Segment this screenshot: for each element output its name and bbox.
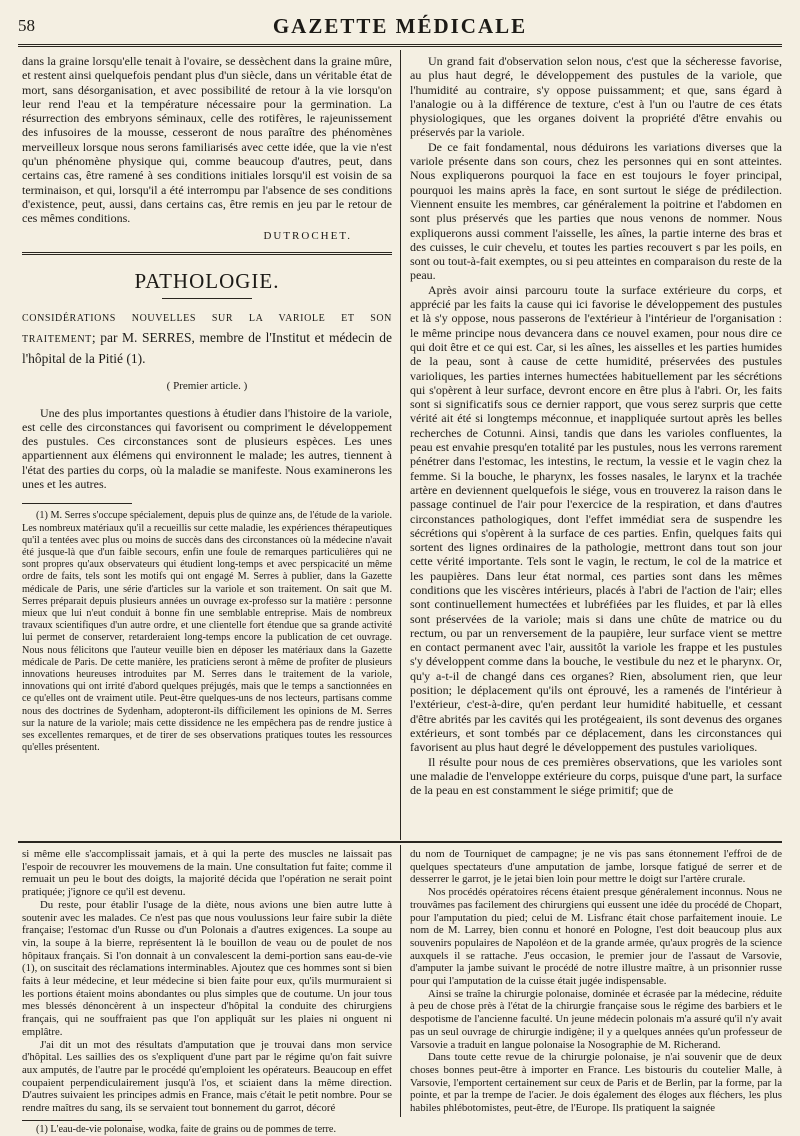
paragraph: Ainsi se traîne la chirurgie polonaise, dominée et écrasée par la médecine, réduite à peu de chose près à l'état de la chirurgie française sous le régime des barbiers et le despotisme de l'ancienne faculté. Un jeune médecin polonais m'a assuré qu'il n'y avait pas un seul ouvrage de chirurgie indigène; il y a quelques années qu'un professeur de Varsovie a traduit en langue polonaise la Nosographie de M. Richerand. [410, 987, 782, 1051]
journal-title: GAZETTE MÉDICALE [272, 14, 528, 38]
header-rule [18, 44, 782, 47]
section-rule [22, 252, 392, 255]
paragraph: Dans toute cette revue de la chirurgie polonaise, je n'ai souvenir que de deux choses bonnes peut-être à importer en France. Les bistouris du coutelier Malle, à Varsovie, l'emportent certainement sur ceux de Paris et de Berlin, par la forme, par la pointe, et par la trempe de l'acier. Je dois également des éloges aux fléchers, les plus habiles phlébotomistes, peut-être, de l'Europe. Ils pratiquent la saignée [410, 1051, 782, 1115]
article-title [22, 307, 392, 368]
left-column [22, 54, 392, 836]
footnote-rule [22, 1120, 132, 1121]
bottom-section-rule [18, 841, 782, 843]
bottom-right-column [410, 848, 782, 1120]
article-title-caps: CONSIDÉRATIONS NOUVELLES SUR LA VARIOLE ET SON TRAITEMENT [22, 312, 392, 345]
column-divider [400, 50, 401, 840]
footnote: (1) L'eau-de-vie polonaise, wodka, faite de grains ou de pommes de terre. [36, 1123, 336, 1135]
article-title-rest: ; par M. SERRES, membre de l'Institut et médecin de l'hôpital de la Pitié (1). [22, 329, 392, 366]
paragraph: Nos procédés opératoires récens étaient presque généralement inconnus. Nous ne trouvâmes pas facilement des chirurgiens qui eussent une idée du procédé de Chopart, pour l'amputation du pied; celui de M. Lisfranc était chose parfaitement inouie. Le nom de M. Larrey, bien connu et honoré en Pologne, l'est doit beaucoup plus aux souvenirs populaires de Napoléon et de la grande armée, qu'aux progrès de la science auxquels il se rattache. J'eus occasion, le premier jour de l'assaut de Varsovie, d'amputer la jambe suivant le procédé de notre illustre maître, à un prisonnier russe pour qui l'amputation de la cuisse était jugée indispensable. [410, 886, 782, 988]
footnote: (1) M. Serres s'occupe spécialement, depuis plus de quinze ans, de l'étude de la variole. Les nombreux matériaux qu'il a recueillis sur cette maladie, les expériences thérapeutiques qu'il a tentées avec plus ou moins de succès dans des circonstances où la médecine n'avait été jusque-là que d'un faible secours, enfin une foule de remarques particulières qui ne sont propres qu'aux observateurs qui étudient long-temps et avec perspicacité un même ordre de faits, tels sont les motifs qui ont engagé M. Serres à publier, dans la Gazette médicale de Paris, une série d'articles sur la variole et son traitement. On sait que M. Serres préparait depuis plusieurs années un ouvrage ex-professo sur la matière : personne mieux que lui n'eut conduit à bonne fin une semblable entreprise. Mais de nombreux travaux scientifiques d'un autre ordre, et une clientelle fort étendue que sa grande activité lui permet de conserver, retarderaient long-temps encore la publication de cet ouvrage. Nous nous félicitons que l'auteur veuille bien en déposer les matériaux dans la Gazette médicale de Paris. De cette manière, les praticiens seront à même de profiter de plusieurs innovations heureuses introduites par M. Serres dans le traitement de la variole, innovations qui ont irrité d'abord quelques préjugés, mais que le temps a sanctionnées en ce qu'elles ont de vraiment utile. Peut-être quelques-uns de nos lecteurs, partisans comme nous des doctrines de Sydenham, adopteront-ils difficilement les opinions de M. Serres sur la nature de la variole; mais cette dissidence ne les empêchera pas de rendre justice à ses excellentes remarques, et de tirer de ses observations pratiques toutes les ressources qu'elles présentent. [22, 510, 392, 754]
paragraph: J'ai dit un mot des résultats d'amputation que je trouvai dans mon service d'hôpital. Les saillies des os s'expliquent d'une part par le régime qu'on fait suivre aux amputés, de l'autre par le procédé qu'emploient les opérateurs. Beaucoup en effet coupaient perpendiculairement jusqu'à l'os, et sciaient dans la même direction. D'autres suivaient les principes admis en France, mais c'était le petit nombre. Pour se rendre maîtres du sang, ils se servaient tout bonnement du garrot, décoré [22, 1038, 392, 1115]
paragraph: Il résulte pour nous de ces premières observations, que les varioles sont une maladie de l'enveloppe extérieure du corps, puisque d'une part, la surface de la peau en est constamment le siége primitif; que de [410, 754, 782, 798]
author-signature: DUTROCHET. [263, 229, 352, 242]
bottom-left-column [22, 848, 392, 1135]
paragraph: De ce fait fondamental, nous déduirons les variations diverses que la variole présente dans son cours, chez les personnes qui en sont atteintes. Nous expliquerons pourquoi la face en est toujours le foyer principal, pourquoi les mains après la face, en sont surtout le siége de prédilection. Viennent ensuite les membres, car généralement la poitrine et l'abdomen en sont plus préservés que les parties que nous venons de nommer. Nous expliquerons aussi comment l'aisselle, les aînes, la partie interne des bras et des cuisses, le cuir chevelu, et toutes les parties recouvert s par les poils, en sont ou tout-à-fait exemptes, ou si peu atteintes en comparaison du reste de la peau. [410, 139, 782, 283]
bottom-column-divider [400, 845, 401, 1117]
short-rule [162, 298, 252, 299]
paragraph: dans la graine lorsqu'elle tenait à l'ovaire, se dessèchent dans la graine mûre, et restent ainsi quelquefois pendant plus d'un siècle, dans un véritable état de mort, sans désorganisation, et avec possibilité de retour à la vie lorsqu'on leur rend l'eau et la température nécessaire pour la germination. La résurrection des embryons séminaux, celle des rotifères, le rajeunissement des infusoires de la mousse, cesseront de nous paraître des phénomènes merveilleux lorsque nous serons familiarisés avec cette idée, que la vie n'est qu'un phénomène physique qui, comme beaucoup d'autres, peut, dans certains cas, être ramené à ses conditions initiales lorsqu'il est voisin de sa terminaison, et qui, lorsqu'il a été interrompu par l'absence de ses conditions d'existence, peut, aussi, dans certains cas, être remis en jeu par le retour de ces mêmes conditions. [22, 54, 392, 226]
paragraph: Une des plus importantes questions à étudier dans l'histoire de la variole, est celle des circonstances qui favorisent ou compriment le développement des pustules. Ces circonstances sont de plusieurs espèces. Les unes appartiennent aux élémens qui environnent le malade; les autres, tiennent à l'état des parties du corps, où la maladie se manifeste. Nous examinerons les unes et les autres. [22, 405, 392, 492]
paragraph: si même elle s'accomplissait jamais, et à qui la perte des muscles ne laissait pas l'espoir de recouvrer les mouvemens de la main. Une consultation fut faite; comme il remuait un peu le bout des doigts, la majorité décida que l'opération ne serait point pratiquée; j'ignore ce qu'il est devenu. [22, 848, 392, 899]
paragraph: Un grand fait d'observation selon nous, c'est que la sécheresse favorise, au plus haut degré, le développement des pustules de la variole, que l'humidité au contraire, s'y oppose puissamment; et que, sans égard à l'analogie ou à la différence de texture, c'est à l'un ou l'autre de ces états physiologiques, que les organes doivent la propriété d'être envahis ou préservés par la variole. [410, 54, 782, 140]
paragraph: Du reste, pour établir l'usage de la diète, nous avions une bien autre lutte à soutenir avec les malades. Ce n'est pas que nous voulussions leur faire subir la diète française; l'estomac d'un Russe ou d'un Polonais a d'autres exigences. La soupe au vin, la soupe à la bierre, représentent là le bouillon de veau ou de poulet de nos hôpitaux français. Si l'on donnait à un convalescent la demi-portion sans eau-de-vie (1), on suscitait des réclamations interminables. Ajoutez que ces hommes sont si bien faits à leur médecine, et leur médecine si bien faite pour eux, qu'ils murmuraient si les portions étaient moins abondantes ou plus simples que de coutume. Un jour tous mes blessés dénoncèrent à un inspecteur d'hôpital la conduite des chirurgiens français, qui ne souffraient pas que l'on appliquât sur les plaies ni onguent ni emplâtre. [22, 898, 392, 1038]
section-title: PATHOLOGIE. [134, 268, 280, 293]
paragraph: Après avoir ainsi parcouru toute la surface extérieure du corps, et apprécié par les faits la cause qui ici favorise le développement des pustules et là s'y oppose, nous passerons de l'extérieur à l'intérieur de l'organisation : le même principe nous devancera dans ce nouvel examen, pour nous dire ce qui doit être et ce qui est. Car, si les aînes, les aisselles et les parties humides de la peau, sont à cause de cette humidité, préservées des pustules varioliques, les parties internes humectées habituellement par les sécrétions qui s'opèrent à leur surface, devront encore en être plus à l'abri. Or, les faits sont si significatifs sous ce dernier rapport, que vous serez surpris que cette vérité ait été si longtemps méconnue, et inappliquée surtout après les belles recherches de Cotunni. Ainsi, tandis que dans les varioles confluentes, la peau est envahie presqu'en totalité par les pustules, nous les verrons rarement pénétrer dans l'estomac, les intestins, le rectum, la vessie et le vagin chez la femme. Si la bouche, le pharynx, les fosses nasales, le larynx et la trachée artère en deviennent quelquefois le siége, vous en trouverez la raison dans le passage continuel de l'air pour l'exercice de la respiration, et dans d'autres circonstances pathologiques, dont l'effet immédiat sera de suspendre les sécrétions qui s'opèrent à la surface de ces parties. Enfin, quelques faits qui sortent des lignes ordinaires de la pathologie, mettront dans tout son jour cette vérité importante. Tels sont le vagin, le rectum, le col de la matrice et les paupières. Dans leur état normal, ces parties sont dans les mêmes conditions que les viscères intérieurs, placés à l'abri de l'action de l'air; elles sont continuellement humectées et lubréfiées par les fluides, et par là elles sont préservées de la variole; mais si dans une chûte de matrice ou du rectum, ou par un renversement de la paupière, leur surface vient se mettre en contact permanent avec l'air, aussitôt la variole les frappe et les pustules s'y développent comme dans la bouche, le vestibule du nez et le pharynx. Or, qu'y a-t-il de changé dans ces organes? Rien, absolument rien, que leur position; le déplacement qu'ils ont éprouvé, les a ramenés de l'intérieur à l'extérieur, c'est-à-dire, qu'en perdant leur humidité habituelle, et cessant d'être abrités par les cavités qui les protégeaient, ils sont devenus des organes extérieurs, et sont tombés par ce déplacement, dans les circonstances qui favorisent au plus haut degré le développement des pustules varioliques. [410, 282, 782, 755]
page-header [18, 8, 782, 38]
paragraph: du nom de Tourniquet de campagne; je ne vis pas sans étonnement l'effroi de de quelques spectateurs d'une amputation de jambe, lorsque fatigué de serrer et de desserrer le garrot, je le jetai bien loin pour mettre le doigt sur l'artère crurale. [410, 848, 782, 886]
article-note: ( Premier article. ) [166, 379, 248, 392]
footnote-rule [22, 503, 132, 504]
right-column [410, 54, 782, 836]
page-number: 58 [18, 16, 35, 35]
